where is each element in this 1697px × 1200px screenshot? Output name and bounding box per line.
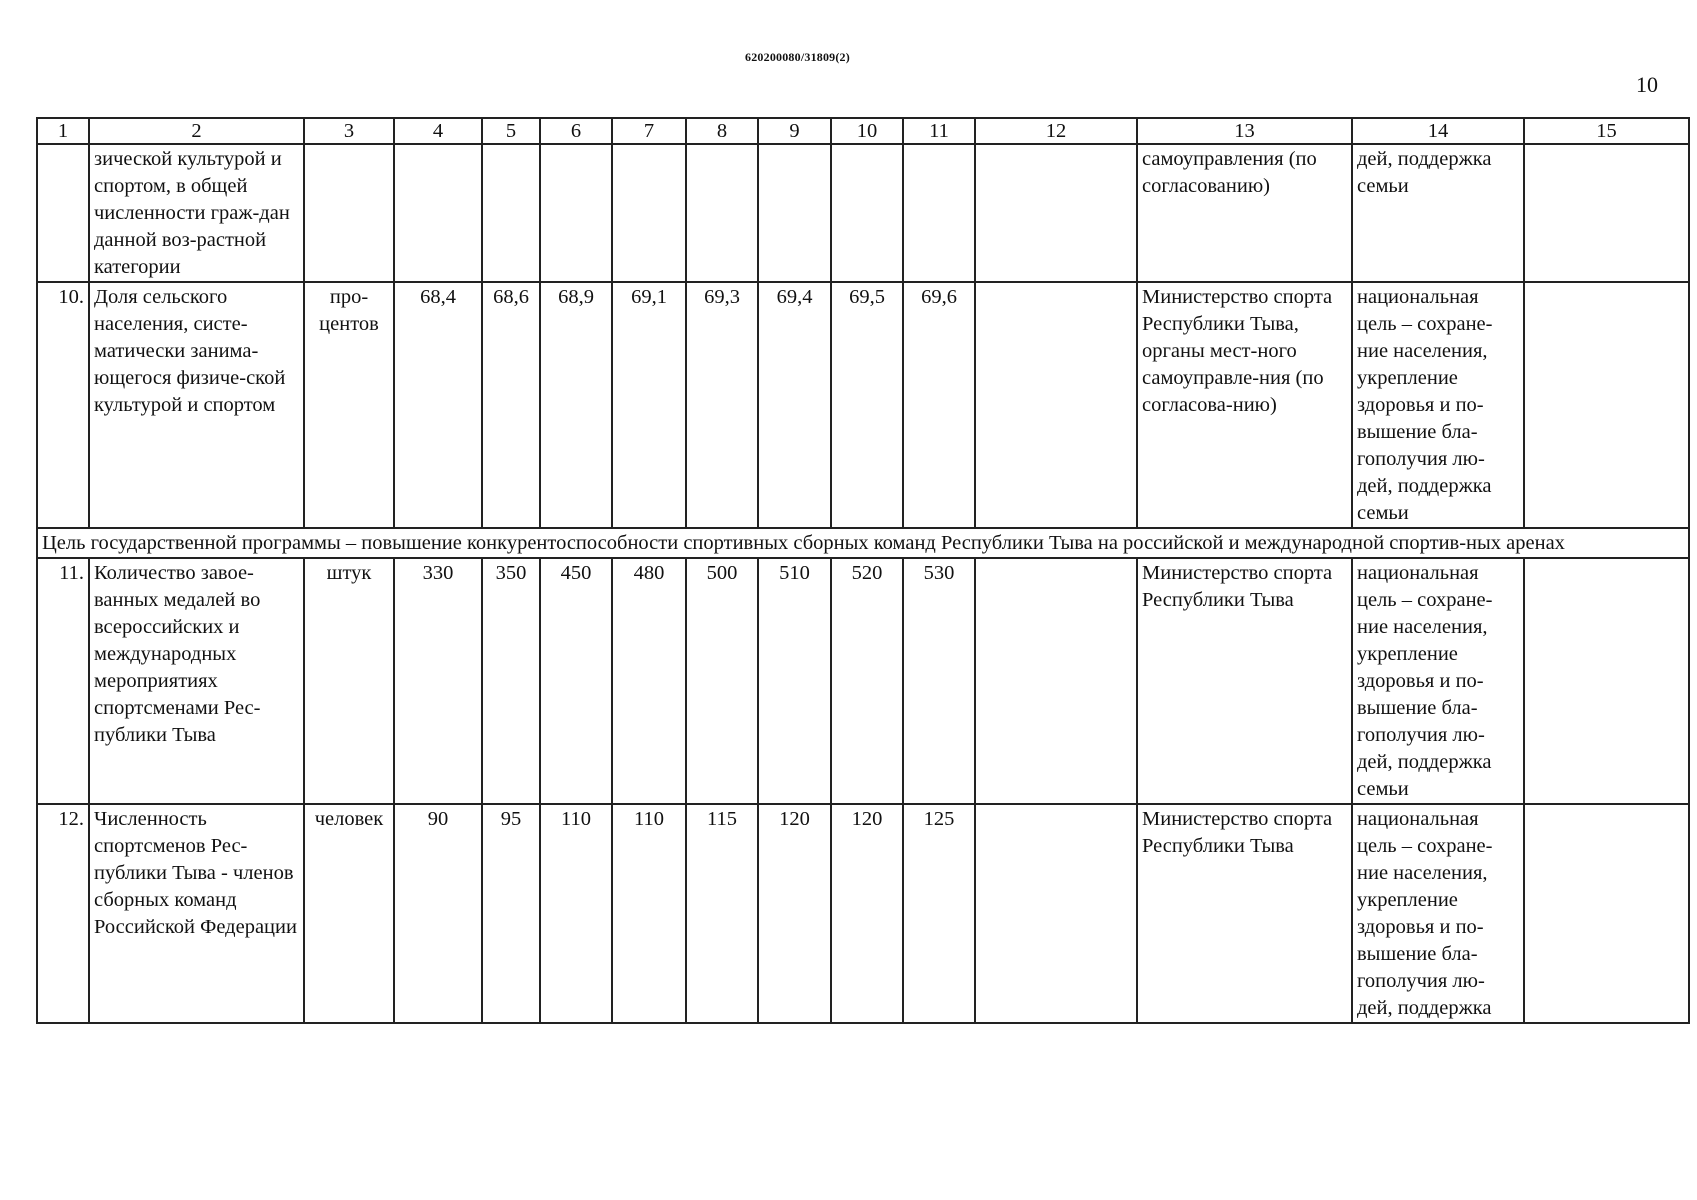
unit-cell: человек bbox=[304, 804, 394, 1023]
table-row bbox=[37, 282, 1689, 528]
row-index-cell bbox=[37, 144, 89, 282]
value-cell: 450 bbox=[540, 558, 612, 804]
table-header-row bbox=[37, 118, 1689, 144]
column-header: 4 bbox=[394, 118, 482, 144]
col12-cell bbox=[975, 144, 1137, 282]
column-header: 5 bbox=[482, 118, 540, 144]
column-header: 13 bbox=[1137, 118, 1352, 144]
column-header: 14 bbox=[1352, 118, 1524, 144]
column-header: 7 bbox=[612, 118, 686, 144]
col15-cell bbox=[1524, 804, 1689, 1023]
column-header: 11 bbox=[903, 118, 975, 144]
row-index-cell: 10. bbox=[37, 282, 89, 528]
value-cell: 480 bbox=[612, 558, 686, 804]
column-header: 8 bbox=[686, 118, 758, 144]
national-goal-cell: национальная цель – сохране-ние населения, укрепление здоровья и по-вышение бла-гополучия лю-дей, поддержка семьи bbox=[1352, 282, 1524, 528]
col15-cell bbox=[1524, 144, 1689, 282]
indicator-name-cell: Количество завое-ванных медалей во всероссийских и международных мероприятиях спортсменами Рес-публики Тыва bbox=[89, 558, 304, 804]
value-cell: 120 bbox=[831, 804, 903, 1023]
column-header: 10 bbox=[831, 118, 903, 144]
value-cell bbox=[903, 144, 975, 282]
col15-cell bbox=[1524, 558, 1689, 804]
table-row-continuation bbox=[37, 144, 1689, 282]
value-cell: 110 bbox=[612, 804, 686, 1023]
value-cell bbox=[612, 144, 686, 282]
value-cell: 69,4 bbox=[758, 282, 831, 528]
unit-cell bbox=[304, 144, 394, 282]
value-cell bbox=[394, 144, 482, 282]
indicator-name-cell: зической культурой и спортом, в общей численности граж-дан данной воз-растной категории bbox=[89, 144, 304, 282]
program-goal-cell: Цель государственной программы – повышение конкурентоспособности спортивных сборных команд Республики Тыва на российской и международной спортив-ных аренах bbox=[37, 528, 1689, 558]
value-cell: 510 bbox=[758, 558, 831, 804]
responsible-cell: Министерство спорта Республики Тыва, органы мест-ного самоуправле-ния (по согласова-нию) bbox=[1137, 282, 1352, 528]
national-goal-cell: дей, поддержка семьи bbox=[1352, 144, 1524, 282]
value-cell bbox=[831, 144, 903, 282]
col12-cell bbox=[975, 558, 1137, 804]
indicators-table bbox=[36, 117, 1690, 1024]
col12-cell bbox=[975, 282, 1137, 528]
value-cell: 68,9 bbox=[540, 282, 612, 528]
value-cell: 69,1 bbox=[612, 282, 686, 528]
responsible-cell: Министерство спорта Республики Тыва bbox=[1137, 804, 1352, 1023]
col15-cell bbox=[1524, 282, 1689, 528]
unit-cell: штук bbox=[304, 558, 394, 804]
value-cell: 69,5 bbox=[831, 282, 903, 528]
value-cell: 530 bbox=[903, 558, 975, 804]
document-id: 620200080/31809(2) bbox=[745, 50, 850, 64]
value-cell: 500 bbox=[686, 558, 758, 804]
column-header: 1 bbox=[37, 118, 89, 144]
value-cell: 125 bbox=[903, 804, 975, 1023]
responsible-cell: самоуправления (по согласованию) bbox=[1137, 144, 1352, 282]
value-cell: 69,6 bbox=[903, 282, 975, 528]
value-cell: 520 bbox=[831, 558, 903, 804]
value-cell: 110 bbox=[540, 804, 612, 1023]
value-cell bbox=[482, 144, 540, 282]
column-header: 9 bbox=[758, 118, 831, 144]
program-goal-row bbox=[37, 528, 1689, 558]
value-cell: 120 bbox=[758, 804, 831, 1023]
value-cell: 68,4 bbox=[394, 282, 482, 528]
unit-cell: про-центов bbox=[304, 282, 394, 528]
table-row bbox=[37, 558, 1689, 804]
national-goal-cell: национальная цель – сохране-ние населения, укрепление здоровья и по-вышение бла-гополучия лю-дей, поддержка bbox=[1352, 804, 1524, 1023]
column-header: 15 bbox=[1524, 118, 1689, 144]
value-cell: 330 bbox=[394, 558, 482, 804]
value-cell bbox=[540, 144, 612, 282]
value-cell: 95 bbox=[482, 804, 540, 1023]
national-goal-cell: национальная цель – сохране-ние населения, укрепление здоровья и по-вышение бла-гополучия лю-дей, поддержка семьи bbox=[1352, 558, 1524, 804]
page-number: 10 bbox=[1636, 72, 1658, 97]
column-header: 2 bbox=[89, 118, 304, 144]
col12-cell bbox=[975, 804, 1137, 1023]
value-cell: 115 bbox=[686, 804, 758, 1023]
responsible-cell: Министерство спорта Республики Тыва bbox=[1137, 558, 1352, 804]
row-index-cell: 11. bbox=[37, 558, 89, 804]
row-index-cell: 12. bbox=[37, 804, 89, 1023]
value-cell: 68,6 bbox=[482, 282, 540, 528]
column-header: 12 bbox=[975, 118, 1137, 144]
value-cell: 350 bbox=[482, 558, 540, 804]
table-row bbox=[37, 804, 1689, 1023]
value-cell: 69,3 bbox=[686, 282, 758, 528]
value-cell: 90 bbox=[394, 804, 482, 1023]
column-header: 6 bbox=[540, 118, 612, 144]
value-cell bbox=[758, 144, 831, 282]
indicator-name-cell: Численность спортсменов Рес-публики Тыва - членов сборных команд Российской Федерации bbox=[89, 804, 304, 1023]
indicator-name-cell: Доля сельского населения, систе-матически занима-ющегося физиче-ской культурой и спортом bbox=[89, 282, 304, 528]
value-cell bbox=[686, 144, 758, 282]
column-header: 3 bbox=[304, 118, 394, 144]
